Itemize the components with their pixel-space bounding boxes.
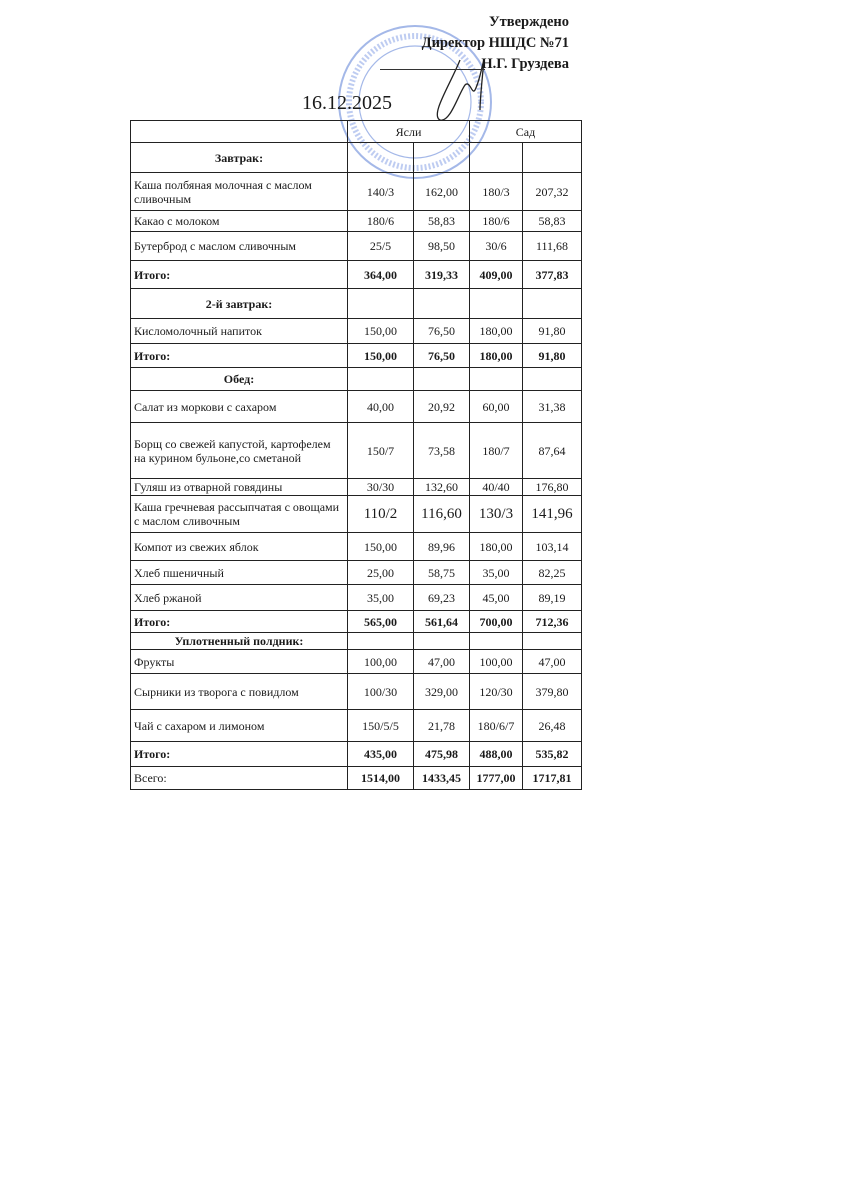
nursery-portion: 100/30 (348, 674, 414, 710)
nursery-value (414, 368, 470, 391)
nursery-portion (348, 289, 414, 319)
nursery-value (414, 289, 470, 319)
table-row (131, 232, 582, 261)
table-row (131, 585, 582, 611)
header-kindergarten: Сад (470, 121, 582, 143)
kindergarten-value (523, 289, 582, 319)
table-row (131, 533, 582, 561)
table-header-row (131, 121, 582, 143)
kindergarten-portion (470, 289, 523, 319)
table-row (131, 319, 582, 344)
kindergarten-value: 31,38 (523, 391, 582, 423)
kindergarten-portion: 30/6 (470, 232, 523, 261)
table-row (131, 710, 582, 742)
kindergarten-portion: 60,00 (470, 391, 523, 423)
menu-table (130, 120, 582, 790)
kindergarten-portion: 35,00 (470, 561, 523, 585)
nursery-value: 162,00 (414, 173, 470, 211)
nursery-value: 132,60 (414, 479, 470, 496)
signature-line (380, 69, 485, 70)
kindergarten-value (523, 368, 582, 391)
dish-name: Какао с молоком (131, 211, 348, 232)
nursery-value: 89,96 (414, 533, 470, 561)
kindergarten-value: 176,80 (523, 479, 582, 496)
nursery-portion: 30/30 (348, 479, 414, 496)
kindergarten-value: 91,80 (523, 344, 582, 368)
nursery-portion: 150/5/5 (348, 710, 414, 742)
nursery-value: 319,33 (414, 261, 470, 289)
dish-name: Итого: (131, 742, 348, 767)
kindergarten-value: 103,14 (523, 533, 582, 561)
kindergarten-value: 82,25 (523, 561, 582, 585)
dish-name: Сырники из творога с повидлом (131, 674, 348, 710)
section-title: Уплотненный полдник: (131, 633, 348, 650)
nursery-value: 58,75 (414, 561, 470, 585)
dish-name: Салат из моркови с сахаром (131, 391, 348, 423)
kindergarten-portion (470, 368, 523, 391)
nursery-value (414, 633, 470, 650)
nursery-portion: 40,00 (348, 391, 414, 423)
subtotal-row (131, 611, 582, 633)
nursery-portion: 1514,00 (348, 767, 414, 790)
kindergarten-portion: 45,00 (470, 585, 523, 611)
kindergarten-value: 535,82 (523, 742, 582, 767)
nursery-portion (348, 633, 414, 650)
kindergarten-value: 712,36 (523, 611, 582, 633)
approval-name: Н.Г. Груздева (481, 56, 569, 72)
nursery-value: 116,60 (414, 496, 470, 533)
section-title: 2-й завтрак: (131, 289, 348, 319)
kindergarten-portion: 700,00 (470, 611, 523, 633)
kindergarten-portion: 40/40 (470, 479, 523, 496)
nursery-value: 98,50 (414, 232, 470, 261)
kindergarten-value: 379,80 (523, 674, 582, 710)
kindergarten-portion: 180,00 (470, 319, 523, 344)
nursery-portion: 364,00 (348, 261, 414, 289)
approval-title: Утверждено (489, 14, 569, 30)
nursery-value: 21,78 (414, 710, 470, 742)
table-row (131, 496, 582, 533)
table-row (131, 561, 582, 585)
kindergarten-portion: 100,00 (470, 650, 523, 674)
kindergarten-portion: 180/7 (470, 423, 523, 479)
subtotal-row (131, 344, 582, 368)
table-row (131, 650, 582, 674)
nursery-portion: 25,00 (348, 561, 414, 585)
nursery-portion: 565,00 (348, 611, 414, 633)
approval-block (422, 12, 569, 75)
nursery-portion: 150/7 (348, 423, 414, 479)
nursery-value: 561,64 (414, 611, 470, 633)
menu-date: 16.12.2025 (302, 92, 392, 114)
nursery-value: 76,50 (414, 344, 470, 368)
kindergarten-portion: 488,00 (470, 742, 523, 767)
kindergarten-portion: 180/6 (470, 211, 523, 232)
section-title: Завтрак: (131, 143, 348, 173)
kindergarten-value: 377,83 (523, 261, 582, 289)
nursery-portion: 150,00 (348, 344, 414, 368)
section-row (131, 143, 582, 173)
kindergarten-value: 89,19 (523, 585, 582, 611)
nursery-value: 69,23 (414, 585, 470, 611)
nursery-value: 475,98 (414, 742, 470, 767)
kindergarten-value: 141,96 (523, 496, 582, 533)
kindergarten-portion: 180,00 (470, 344, 523, 368)
nursery-value: 1433,45 (414, 767, 470, 790)
nursery-value: 58,83 (414, 211, 470, 232)
dish-name: Итого: (131, 611, 348, 633)
grand-total-row (131, 767, 582, 790)
kindergarten-value: 111,68 (523, 232, 582, 261)
kindergarten-value: 1717,81 (523, 767, 582, 790)
kindergarten-value: 26,48 (523, 710, 582, 742)
dish-name: Бутерброд с маслом сливочным (131, 232, 348, 261)
subtotal-row (131, 742, 582, 767)
nursery-value: 76,50 (414, 319, 470, 344)
kindergarten-portion (470, 633, 523, 650)
kindergarten-portion: 409,00 (470, 261, 523, 289)
dish-name: Каша гречневая рассыпчатая с овощами с маслом сливочным (131, 496, 348, 533)
kindergarten-portion: 180,00 (470, 533, 523, 561)
nursery-portion: 435,00 (348, 742, 414, 767)
nursery-value: 20,92 (414, 391, 470, 423)
nursery-portion (348, 368, 414, 391)
table-row (131, 391, 582, 423)
table-row (131, 479, 582, 496)
kindergarten-value: 47,00 (523, 650, 582, 674)
dish-name: Итого: (131, 261, 348, 289)
nursery-portion (348, 143, 414, 173)
nursery-portion: 180/6 (348, 211, 414, 232)
nursery-portion: 150,00 (348, 533, 414, 561)
dish-name: Итого: (131, 344, 348, 368)
dish-name: Хлеб пшеничный (131, 561, 348, 585)
nursery-portion: 25/5 (348, 232, 414, 261)
section-title: Обед: (131, 368, 348, 391)
kindergarten-value (523, 143, 582, 173)
dish-name: Компот из свежих яблок (131, 533, 348, 561)
kindergarten-value: 207,32 (523, 173, 582, 211)
nursery-portion: 150,00 (348, 319, 414, 344)
kindergarten-portion: 120/30 (470, 674, 523, 710)
dish-name: Чай с сахаром и лимоном (131, 710, 348, 742)
dish-name: Каша полбяная молочная с маслом сливочным (131, 173, 348, 211)
approval-position: Директор НШДС №71 (421, 35, 569, 51)
nursery-value: 329,00 (414, 674, 470, 710)
nursery-portion: 110/2 (348, 496, 414, 533)
nursery-portion: 35,00 (348, 585, 414, 611)
header-empty-cell (131, 121, 348, 143)
kindergarten-value: 91,80 (523, 319, 582, 344)
table-row (131, 211, 582, 232)
subtotal-row (131, 261, 582, 289)
dish-name: Гуляш из отварной говядины (131, 479, 348, 496)
dish-name: Фрукты (131, 650, 348, 674)
dish-name: Кисломолочный напиток (131, 319, 348, 344)
kindergarten-portion: 180/6/7 (470, 710, 523, 742)
dish-name: Всего: (131, 767, 348, 790)
dish-name: Борщ со свежей капустой, картофелем на курином бульоне,со сметаной (131, 423, 348, 479)
nursery-portion: 100,00 (348, 650, 414, 674)
kindergarten-portion: 1777,00 (470, 767, 523, 790)
kindergarten-value: 87,64 (523, 423, 582, 479)
kindergarten-portion (470, 143, 523, 173)
dish-name: Хлеб ржаной (131, 585, 348, 611)
table-row (131, 173, 582, 211)
section-row (131, 633, 582, 650)
nursery-value (414, 143, 470, 173)
kindergarten-value (523, 633, 582, 650)
table-row (131, 674, 582, 710)
nursery-portion: 140/3 (348, 173, 414, 211)
table-row (131, 423, 582, 479)
kindergarten-portion: 130/3 (470, 496, 523, 533)
section-row (131, 289, 582, 319)
kindergarten-portion: 180/3 (470, 173, 523, 211)
nursery-value: 47,00 (414, 650, 470, 674)
kindergarten-value: 58,83 (523, 211, 582, 232)
nursery-value: 73,58 (414, 423, 470, 479)
section-row (131, 368, 582, 391)
header-nursery: Ясли (348, 121, 470, 143)
